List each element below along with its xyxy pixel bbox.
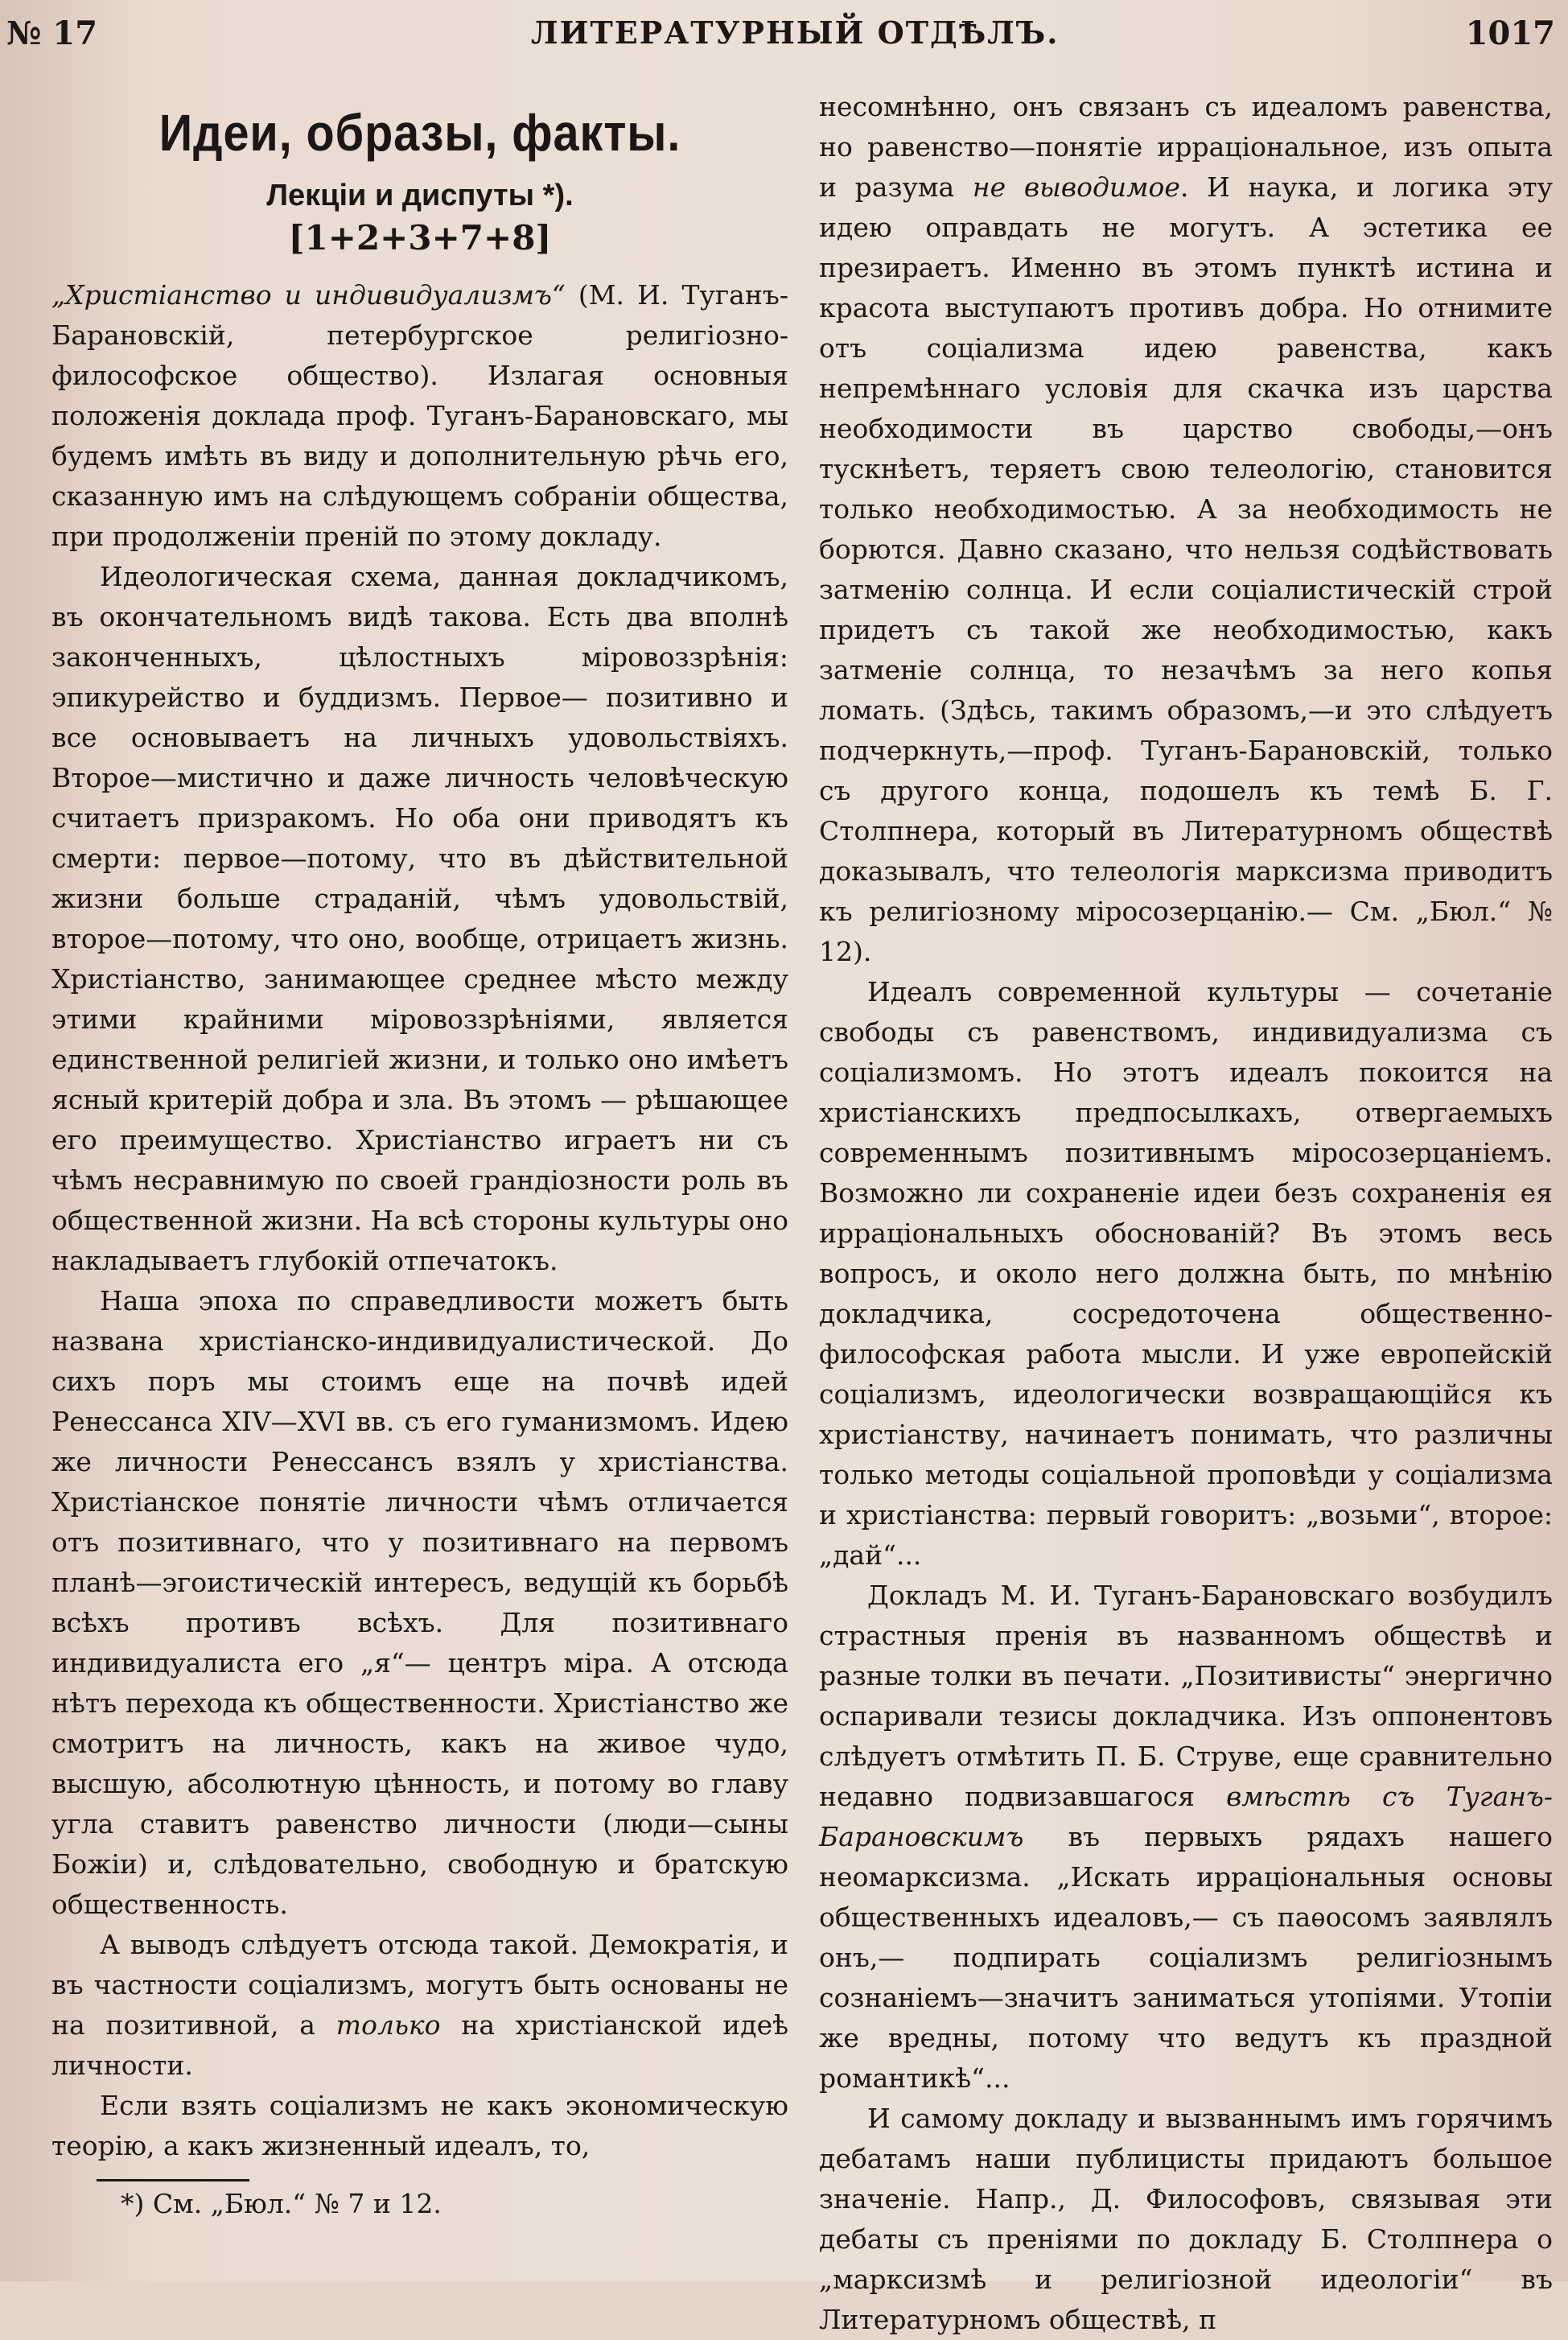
paragraph-text: А выводъ слѣдуетъ отсюда такой. Демократія, и въ частности соціализмъ, могутъ быть основаны не на позитивной, а xyxy=(51,1929,788,2041)
footnote: *) См. „Бюл.“ № 7 и 12. xyxy=(121,2188,442,2219)
page-number: 1017 xyxy=(1465,14,1555,52)
paragraph: Если взять соціализмъ не какъ экономическую теорію, а какъ жизненный идеалъ, то, xyxy=(51,2090,788,2161)
paragraph xyxy=(819,87,1553,972)
paragraph: И самому докладу и вызваннымъ имъ горячимъ дебатамъ наши публицисты придаютъ большое значеніе. Напр., Д. Философовъ, связывая эти дебаты съ преніями по докладу Б. Столпнера о „марксизмѣ и религіозной идеологіи“ въ Литературномъ обществѣ, п xyxy=(819,2103,1553,2335)
footnote-divider xyxy=(97,2179,249,2181)
paragraph xyxy=(51,275,788,557)
emphasis: вмѣстѣ съ Туганъ-Барановскимъ xyxy=(819,1781,1553,1852)
paragraph: Наша эпоха по справедливости можетъ быть названа христіанско-индивидуалистической. До сихъ поръ мы стоимъ еще на почвѣ идей Ренессанса XIV—XVI вв. съ его гуманизмомъ. Идею же личности Ренессансъ взялъ у христіанства. Христіанское понятіе личности чѣмъ отличается отъ позитивнаго, что у позитивнаго на первомъ планѣ—эгоистическій интересъ, ведущій къ борьбѣ всѣхъ противъ всѣхъ. Для позитивнаго индивидуалиста его „я“— центръ міра. А отсюда нѣтъ перехода къ общественности. Христіанство же смотритъ на личность, какъ на живое чудо, высшую, абсолютную цѣнность, и потому во главу угла ставитъ равенство личности (люди—сыны Божіи) и, слѣдовательно, свободную и братскую общественность. xyxy=(51,1285,788,1920)
article-title: Идеи, образы, факты. xyxy=(158,104,681,162)
section-title: ЛИТЕРАТУРНЫЙ ОТДѢЛЪ. xyxy=(531,14,1060,51)
paragraph-text: въ первыхъ рядахъ нашего неомарксизма. „Искать ирраціональныя основы общественныхъ идеаловъ,— съ паѳосомъ заявлялъ онъ,— подпирать соціализмъ религіознымъ сознаніемъ—значитъ заниматься утопіями. Утопіи же вредны, потому что ведутъ къ праздной романтикѣ“... xyxy=(819,1821,1553,2094)
lecture-title: „Христіанство и индивидуализмъ“ xyxy=(51,279,566,311)
issue-number: № 17 xyxy=(6,14,98,52)
article-codes: [1+2+3+7+8] xyxy=(288,218,552,257)
paragraph: Идеалъ современной культуры — сочетаніе свободы съ равенствомъ, индивидуализма съ соціализмомъ. Но этотъ идеалъ покоится на христіанскихъ предпосылкахъ, отвергаемыхъ современнымъ позитивнымъ міросозерцаніемъ. Возможно ли сохраненіе идеи безъ сохраненія ея ирраціональныхъ обоснованій? Въ этомъ весь вопросъ, и около него должна быть, по мнѣнію докладчика, сосредоточена общественно-философская работа мысли. И уже европейскій соціализмъ, идеологически возвращающійся къ христіанству, начинаетъ понимать, что различны только методы соціальной проповѣди у соціализма и христіанства: первый говоритъ: „возьми“, второе: „дай“... xyxy=(819,976,1553,1571)
emphasis: только xyxy=(335,2009,441,2041)
right-column xyxy=(819,87,1553,2340)
page-header xyxy=(0,11,1568,60)
paragraph-text: на христіанской идеѣ личности. xyxy=(51,2009,788,2081)
paragraph: Идеологическая схема, данная докладчикомъ, въ окончательномъ видѣ такова. Есть два вполнѣ законченныхъ, цѣлостныхъ міровоззрѣнія: эпикурейство и буддизмъ. Первое— позитивно и все основываетъ на личныхъ удовольствіяхъ. Второе—мистично и даже личность человѣческую считаетъ призракомъ. Но оба они приводятъ къ смерти: первое—потому, что въ дѣйствительной жизни больше страданій, чѣмъ удовольствій, второе—потому, что оно, вообще, отрицаетъ жизнь. Христіанство, занимающее среднее мѣсто между этими крайними міровоззрѣніями, является единственной религіей жизни, и только оно имѣетъ ясный критерій добра и зла. Въ этомъ — рѣшающее его преимущество. Христіанство играетъ ни съ чѣмъ несравнимую по своей грандіозности роль въ общественной жизни. На всѣ стороны культуры оно накладываетъ глубокій отпечатокъ. xyxy=(51,561,788,1276)
emphasis: не выводимое xyxy=(972,171,1180,203)
paragraph-text: . И наука, и логика эту идею оправдать не могутъ. А эстетика ее презираетъ. Именно въ этомъ пунктѣ истина и красота выступаютъ противъ добра. Но отнимите отъ соціализма идею равенства, какъ непремѣннаго условія для скачка изъ царства необходимости въ царство свободы,—онъ тускнѣетъ, теряетъ свою телеологію, становится только необходимостью. А за необходимость не борются. Давно сказано, что нельзя содѣйствовать затменію солнца. И если соціалистическій строй придетъ съ такой же необходимостью, какъ затменіе солнца, то незачѣмъ за него копья ломать. (Здѣсь, такимъ образомъ,—и это слѣдуетъ подчеркнуть,—проф. Туганъ-Барановскій, только съ другого конца, подошелъ къ темѣ Б. Г. Столпнера, который въ Литературномъ обществѣ доказывалъ, что телеологія марксизма приводитъ къ религіозному міросозерцанію.— См. „Бюл.“ № 12). xyxy=(819,171,1554,967)
paragraph xyxy=(819,1576,1553,2099)
article-subtitle: Лекціи и диспуты *). xyxy=(266,179,574,212)
paragraph-text: (М. И. Туганъ-Барановскій, петербургское религіозно-философское общество). Излагая основныя положенія доклада проф. Туганъ-Барановскаго, мы будемъ имѣть въ виду и дополнительную рѣчь его, сказанную имъ на слѣдующемъ собраніи общества, при продолженіи преній по этому докладу. xyxy=(51,279,788,552)
paragraph xyxy=(51,1925,788,2086)
left-column xyxy=(51,87,788,2219)
paragraph-text: несомнѣнно, онъ связанъ съ идеаломъ равенства, но равенство—понятіе ирраціональное, изъ опыта и разума xyxy=(819,91,1553,203)
paragraph-text: Докладъ М. И. Туганъ-Барановскаго возбудилъ страстныя пренія въ названномъ обществѣ и разные толки въ печати. „Позитивисты“ энергично оспаривали тезисы докладчика. Изъ оппонентовъ слѣдуетъ отмѣтить П. Б. Струве, еще сравнительно недавно подвизавшагося xyxy=(819,1580,1553,1812)
